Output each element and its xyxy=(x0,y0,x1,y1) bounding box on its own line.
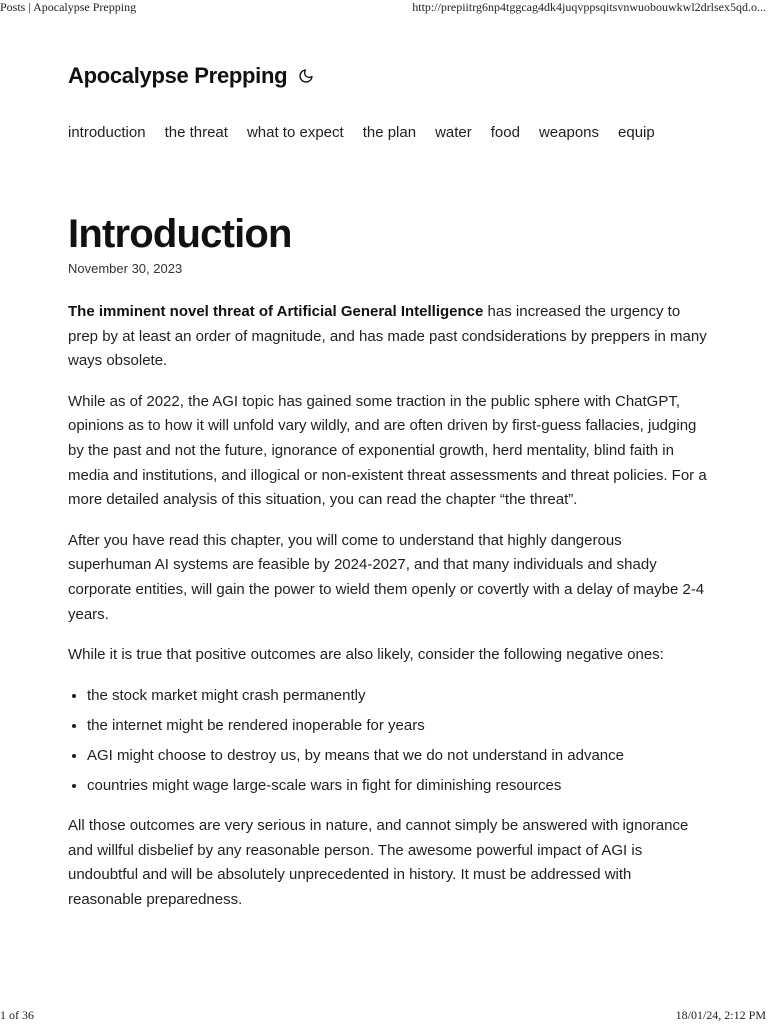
post-date: November 30, 2023 xyxy=(68,261,183,276)
post-content xyxy=(68,300,708,929)
nav-item-water[interactable]: water xyxy=(435,124,472,141)
post-title: Introduction xyxy=(68,212,292,256)
paragraph-5: All those outcomes are very serious in nature, and cannot simply be answered with ignorance and willful disbelief by any reasonable person. The awesome powerful impact of AGI is undoubtful and will be absolutely unprecedented in history. It must be addressed with reasonable preparedness. xyxy=(68,817,689,909)
paragraph-1 xyxy=(68,300,708,374)
nav-item-introduction[interactable]: introduction xyxy=(68,124,146,141)
print-datetime: 18/01/24, 2:12 PM xyxy=(675,1008,766,1022)
site-title-link[interactable]: Apocalypse Prepping xyxy=(68,63,288,88)
print-page-title: Posts | Apocalypse Prepping xyxy=(0,0,137,14)
list-item: • countries might wage large-scale wars in fight for diminishing resources xyxy=(87,774,708,799)
print-page-number: 1 of 36 xyxy=(0,1008,34,1022)
paragraph-1-bold: The imminent novel threat of Artificial General Intelligence xyxy=(68,303,484,320)
list-item: • AGI might choose to destroy us, by means that we do not understand in advance xyxy=(87,744,708,769)
paragraph-4: While it is true that positive outcomes are also likely, consider the following negative ones: xyxy=(68,646,664,664)
nav-item-the-plan[interactable]: the plan xyxy=(362,124,417,141)
print-page-url: http://prepiitrg6np4tggcag4dk4juqvppsqitsvnwuobouwkwl2drlsex5qd.o... xyxy=(412,0,766,14)
site-header xyxy=(68,60,315,92)
nav-item-weapons[interactable]: weapons xyxy=(538,124,600,141)
print-header xyxy=(0,0,768,16)
moon-icon[interactable] xyxy=(297,67,315,85)
paragraph-3: After you have read this chapter, you will come to understand that highly dangerous superhuman AI systems are feasible by 2024-2027, and that many individuals and shady corporate entities, will gain the power to wield them openly or covertly with a delay of maybe 2-4 years. xyxy=(68,531,705,623)
print-footer xyxy=(0,1008,768,1024)
paragraph-1-text: has increased the urgency to prep by at least an order of magnitude, and has made past condsiderations by preppers in many ways obsolete. xyxy=(68,303,707,370)
main-nav xyxy=(68,124,655,141)
negative-outcomes-list xyxy=(68,684,708,799)
nav-item-food[interactable]: food xyxy=(490,124,520,141)
nav-item-what-to-expect[interactable]: what to expect xyxy=(246,124,344,141)
nav-item-the-threat[interactable]: the threat xyxy=(164,124,228,141)
paragraph-2: While as of 2022, the AGI topic has gained some traction in the public sphere with ChatGPT, opinions as to how it will unfold vary wildly, and are often driven by first-guess fallacies, judging by the past and not the future, ignorance of exponential growth, herd mentality, blind faith in media and institutions, and illogical or non-existent threat assessments and threat policies. For a more detailed analysis of this situation, you can read the chapter “the threat”. xyxy=(68,392,707,509)
nav-item-equip[interactable]: equip xyxy=(618,124,655,141)
list-item: • the stock market might crash permanently xyxy=(87,684,708,709)
list-item: • the internet might be rendered inoperable for years xyxy=(87,714,708,739)
